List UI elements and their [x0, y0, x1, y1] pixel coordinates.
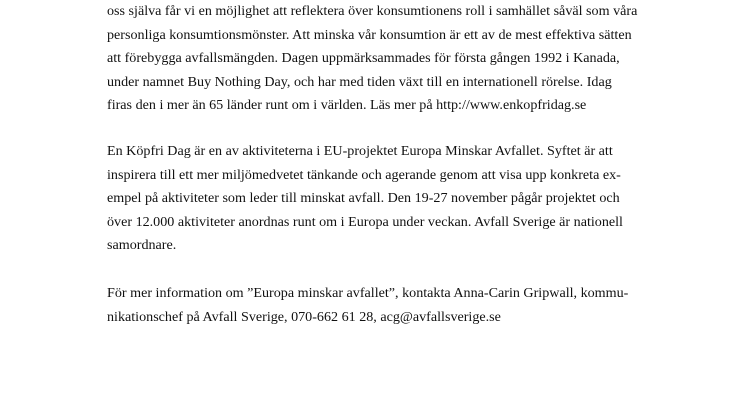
text-line: nikationschef på Avfall Sverige, 070-662 61 28, acg@avfallsverige.se [107, 308, 501, 325]
paragraph-buy-nothing-day [107, 0, 637, 118]
text-line: En Köpfri Dag är en av aktiviteterna i EU-projektet Europa Minskar Avfallet. Syftet är att [107, 143, 613, 159]
text-line: samordnare. [107, 237, 177, 253]
paragraph-contact-information [107, 282, 628, 329]
text-line: empel på aktiviteter som leder till minskat avfall. Den 19-27 november pågår projektet och [107, 190, 620, 206]
text-line: För mer information om ”Europa minskar avfallet”, kontakta Anna-Carin Gripwall, kommu- [107, 285, 629, 301]
text-line: att förebygga avfallsmängden. Dagen uppmärksammades för första gången 1992 i Kanada, [107, 50, 620, 66]
text-line: under namnet Buy Nothing Day, och har med tiden växt till en internationell rörelse. Idag [107, 73, 612, 90]
text-line: firas den i mer än 65 länder runt om i världen. Läs mer på http://www.enkopfridag.se [107, 97, 587, 113]
text-line: personliga konsumtionsmönster. Att minska vår konsumtion är ett av de mest effektiva sätten [107, 26, 632, 43]
text-line: oss själva får vi en möjlighet att reflektera över konsumtionens roll i samhället såväl som våra [107, 3, 638, 19]
text-line: inspirera till ett mer miljömedvetet tänkande och agerande genom att visa upp konkreta ex- [107, 166, 621, 183]
text-line: över 12.000 aktiviteter anordnas runt om i Europa under veckan. Avfall Sverige är nationell [107, 213, 623, 230]
paragraph-europa-minskar-avfallet [107, 140, 623, 258]
